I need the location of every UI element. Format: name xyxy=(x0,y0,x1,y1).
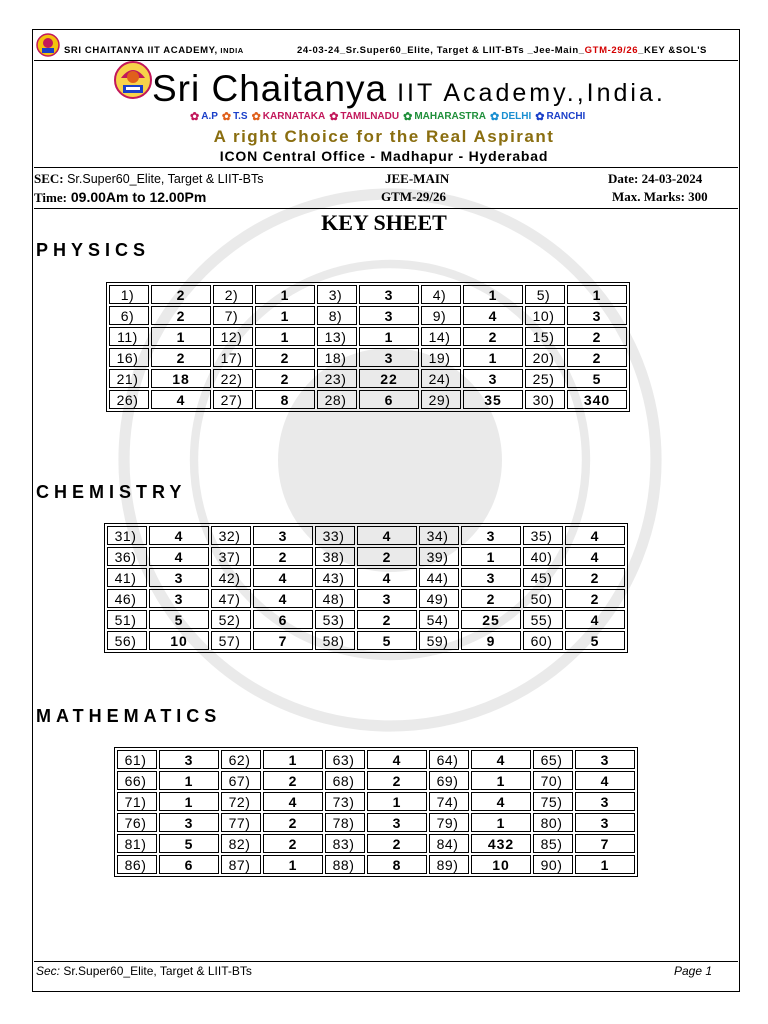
answer-value: 1 xyxy=(255,327,315,346)
question-number: 85) xyxy=(533,834,573,853)
question-number: 18) xyxy=(317,348,357,367)
answer-value: 1 xyxy=(151,327,211,346)
question-number: 44) xyxy=(419,568,459,587)
flower-icon: ✿ xyxy=(251,111,261,123)
state-name: TAMILNADU xyxy=(340,111,400,122)
question-number: 68) xyxy=(325,771,365,790)
answer-value: 4 xyxy=(253,568,313,587)
answer-value: 22 xyxy=(359,369,419,388)
question-number: 83) xyxy=(325,834,365,853)
question-number: 72) xyxy=(221,792,261,811)
answer-value: 1 xyxy=(255,306,315,325)
office-address: ICON Central Office - Madhapur - Hyderabad xyxy=(219,148,549,164)
state-item xyxy=(190,110,218,123)
question-number: 15) xyxy=(525,327,565,346)
flower-icon: ✿ xyxy=(490,111,500,123)
question-number: 38) xyxy=(315,547,355,566)
question-number: 37) xyxy=(211,547,251,566)
question-number: 90) xyxy=(533,855,573,874)
question-number: 3) xyxy=(317,285,357,304)
answer-value: 5 xyxy=(565,631,625,650)
answer-value: 2 xyxy=(263,813,323,832)
answer-value: 4 xyxy=(263,792,323,811)
answer-value: 2 xyxy=(565,568,625,587)
question-number: 54) xyxy=(419,610,459,629)
physics-key-table xyxy=(106,282,630,412)
question-number: 17) xyxy=(213,348,253,367)
question-number: 71) xyxy=(117,792,157,811)
answer-value: 4 xyxy=(357,526,417,545)
question-number: 21) xyxy=(109,369,149,388)
answer-value: 2 xyxy=(253,547,313,566)
answer-value: 1 xyxy=(159,792,219,811)
exam-code: 24-03-24_Sr.Super60_Elite, Target & LIIT-BTs _Jee-Main_GTM-29/26_KEY &SOL'S xyxy=(297,45,707,56)
answer-value: 1 xyxy=(463,285,523,304)
answer-value: 7 xyxy=(253,631,313,650)
question-number: 60) xyxy=(523,631,563,650)
question-number: 53) xyxy=(315,610,355,629)
section-title-mathematics: MATHEMATICS xyxy=(36,706,222,726)
question-number: 77) xyxy=(221,813,261,832)
table-row xyxy=(117,834,635,853)
answer-value: 25 xyxy=(461,610,521,629)
table-row xyxy=(107,631,625,650)
question-number: 7) xyxy=(213,306,253,325)
question-number: 48) xyxy=(315,589,355,608)
answer-value: 2 xyxy=(151,285,211,304)
question-number: 26) xyxy=(109,390,149,409)
answer-value: 2 xyxy=(567,327,627,346)
answer-value: 10 xyxy=(149,631,209,650)
answer-value: 3 xyxy=(575,813,635,832)
answer-value: 4 xyxy=(565,526,625,545)
answer-value: 2 xyxy=(567,348,627,367)
question-number: 36) xyxy=(107,547,147,566)
state-item xyxy=(222,110,248,123)
question-number: 31) xyxy=(107,526,147,545)
question-number: 25) xyxy=(525,369,565,388)
question-number: 22) xyxy=(213,369,253,388)
answer-value: 8 xyxy=(367,855,427,874)
answer-value: 10 xyxy=(471,855,531,874)
question-number: 62) xyxy=(221,750,261,769)
question-number: 47) xyxy=(211,589,251,608)
answer-value: 1 xyxy=(263,855,323,874)
answer-value: 5 xyxy=(357,631,417,650)
tagline: A right Choice for the Real Aspirant xyxy=(213,127,555,146)
table-row xyxy=(109,348,627,367)
flower-icon: ✿ xyxy=(403,111,413,123)
question-number: 49) xyxy=(419,589,459,608)
question-number: 34) xyxy=(419,526,459,545)
answer-value: 4 xyxy=(253,589,313,608)
answer-value: 3 xyxy=(159,813,219,832)
time-info: Time: 09.00Am to 12.00Pm xyxy=(34,189,207,205)
answer-value: 3 xyxy=(359,306,419,325)
answer-value: 2 xyxy=(367,834,427,853)
answer-value: 9 xyxy=(461,631,521,650)
state-item xyxy=(535,110,585,123)
state-item xyxy=(403,110,486,123)
answer-value: 1 xyxy=(359,327,419,346)
question-number: 20) xyxy=(525,348,565,367)
question-number: 27) xyxy=(213,390,253,409)
answer-value: 3 xyxy=(575,792,635,811)
answer-value: 2 xyxy=(255,348,315,367)
table-row xyxy=(109,369,627,388)
question-number: 10) xyxy=(525,306,565,325)
answer-value: 2 xyxy=(357,610,417,629)
answer-value: 18 xyxy=(151,369,211,388)
question-number: 43) xyxy=(315,568,355,587)
academy-short-name: SRI CHAITANYA IIT ACADEMY, INDIA xyxy=(64,45,244,56)
question-number: 86) xyxy=(117,855,157,874)
table-row xyxy=(109,327,627,346)
answer-value: 2 xyxy=(151,348,211,367)
question-number: 1) xyxy=(109,285,149,304)
answer-value: 8 xyxy=(255,390,315,409)
chemistry-key-table xyxy=(104,523,628,653)
answer-value: 5 xyxy=(567,369,627,388)
table-row xyxy=(109,390,627,409)
section-title-chemistry: CHEMISTRY xyxy=(36,482,187,502)
table-row xyxy=(107,547,625,566)
institution-name: Sri Chaitanya xyxy=(152,68,388,109)
answer-value: 4 xyxy=(367,750,427,769)
answer-value: 1 xyxy=(575,855,635,874)
table-row xyxy=(107,589,625,608)
answer-value: 6 xyxy=(159,855,219,874)
table-row xyxy=(109,306,627,325)
academy-logo-icon xyxy=(36,33,60,57)
answer-value: 1 xyxy=(461,547,521,566)
question-number: 70) xyxy=(533,771,573,790)
question-number: 28) xyxy=(317,390,357,409)
institution-title xyxy=(152,68,666,110)
academy-emblem-icon xyxy=(114,60,152,100)
question-number: 14) xyxy=(421,327,461,346)
table-row xyxy=(117,813,635,832)
answer-value: 3 xyxy=(567,306,627,325)
mathematics-key-table xyxy=(114,747,638,877)
section-title-physics: PHYSICS xyxy=(36,240,151,260)
answer-value: 3 xyxy=(461,568,521,587)
state-name: RANCHI xyxy=(546,111,586,122)
institution-subtitle: IIT Academy.,India. xyxy=(397,79,666,107)
question-number: 42) xyxy=(211,568,251,587)
answer-value: 1 xyxy=(567,285,627,304)
answer-value: 4 xyxy=(565,547,625,566)
max-marks: Max. Marks: 300 xyxy=(612,189,708,204)
answer-value: 1 xyxy=(471,813,531,832)
question-number: 82) xyxy=(221,834,261,853)
question-number: 66) xyxy=(117,771,157,790)
question-number: 55) xyxy=(523,610,563,629)
answer-value: 3 xyxy=(159,750,219,769)
answer-value: 6 xyxy=(253,610,313,629)
question-number: 75) xyxy=(533,792,573,811)
question-number: 87) xyxy=(221,855,261,874)
state-name: KARNATAKA xyxy=(262,111,326,122)
section-info: SEC: Sr.Super60_Elite, Target & LIIT-BTs xyxy=(34,171,264,186)
question-number: 12) xyxy=(213,327,253,346)
table-row xyxy=(107,610,625,629)
answer-value: 6 xyxy=(359,390,419,409)
state-name: MAHARASTRA xyxy=(414,111,486,122)
question-number: 32) xyxy=(211,526,251,545)
flower-icon: ✿ xyxy=(535,111,545,123)
answer-value: 4 xyxy=(151,390,211,409)
question-number: 40) xyxy=(523,547,563,566)
answer-value: 2 xyxy=(463,327,523,346)
answer-value: 2 xyxy=(367,771,427,790)
question-number: 9) xyxy=(421,306,461,325)
answer-value: 4 xyxy=(471,792,531,811)
page-number: Page 1 xyxy=(674,964,713,978)
answer-value: 2 xyxy=(255,369,315,388)
question-number: 35) xyxy=(523,526,563,545)
state-item xyxy=(252,110,326,123)
state-item xyxy=(490,110,531,123)
answer-value: 4 xyxy=(357,568,417,587)
gtm-number: GTM-29/26 xyxy=(381,189,446,204)
answer-value: 35 xyxy=(463,390,523,409)
state-name: DELHI xyxy=(501,111,532,122)
question-number: 5) xyxy=(525,285,565,304)
state-name: A.P xyxy=(201,111,218,122)
answer-value: 2 xyxy=(357,547,417,566)
footer-divider xyxy=(34,961,738,962)
answer-value: 4 xyxy=(471,750,531,769)
question-number: 52) xyxy=(211,610,251,629)
question-number: 45) xyxy=(523,568,563,587)
answer-value: 2 xyxy=(263,771,323,790)
flower-icon: ✿ xyxy=(329,111,339,123)
question-number: 19) xyxy=(421,348,461,367)
question-number: 76) xyxy=(117,813,157,832)
question-number: 57) xyxy=(211,631,251,650)
answer-value: 5 xyxy=(149,610,209,629)
question-number: 39) xyxy=(419,547,459,566)
answer-value: 340 xyxy=(567,390,627,409)
question-number: 33) xyxy=(315,526,355,545)
answer-value: 1 xyxy=(255,285,315,304)
question-number: 80) xyxy=(533,813,573,832)
answer-value: 1 xyxy=(463,348,523,367)
question-number: 11) xyxy=(109,327,149,346)
question-number: 84) xyxy=(429,834,469,853)
question-number: 6) xyxy=(109,306,149,325)
question-number: 50) xyxy=(523,589,563,608)
answer-value: 1 xyxy=(159,771,219,790)
answer-value: 3 xyxy=(253,526,313,545)
question-number: 46) xyxy=(107,589,147,608)
answer-value: 3 xyxy=(149,589,209,608)
question-number: 16) xyxy=(109,348,149,367)
answer-value: 3 xyxy=(367,813,427,832)
question-number: 67) xyxy=(221,771,261,790)
answer-value: 2 xyxy=(565,589,625,608)
question-number: 73) xyxy=(325,792,365,811)
answer-value: 2 xyxy=(461,589,521,608)
answer-value: 3 xyxy=(461,526,521,545)
question-number: 74) xyxy=(429,792,469,811)
table-row xyxy=(117,771,635,790)
answer-value: 432 xyxy=(471,834,531,853)
footer-section: Sec: Sr.Super60_Elite, Target & LIIT-BTs xyxy=(36,964,252,978)
table-row xyxy=(107,526,625,545)
flower-icon: ✿ xyxy=(221,111,232,123)
answer-value: 4 xyxy=(149,547,209,566)
question-number: 88) xyxy=(325,855,365,874)
table-row xyxy=(109,285,627,304)
page-title: KEY SHEET xyxy=(321,210,447,235)
question-number: 79) xyxy=(429,813,469,832)
question-number: 13) xyxy=(317,327,357,346)
top-strip xyxy=(34,31,738,61)
question-number: 69) xyxy=(429,771,469,790)
answer-value: 1 xyxy=(471,771,531,790)
answer-value: 4 xyxy=(565,610,625,629)
state-item xyxy=(329,110,399,123)
answer-value: 1 xyxy=(263,750,323,769)
answer-value: 5 xyxy=(159,834,219,853)
question-number: 58) xyxy=(315,631,355,650)
question-number: 51) xyxy=(107,610,147,629)
answer-value: 2 xyxy=(263,834,323,853)
question-number: 23) xyxy=(317,369,357,388)
table-row xyxy=(117,750,635,769)
table-row xyxy=(107,568,625,587)
table-row xyxy=(117,855,635,874)
state-list xyxy=(190,110,585,123)
question-number: 59) xyxy=(419,631,459,650)
answer-value: 7 xyxy=(575,834,635,853)
table-row xyxy=(117,792,635,811)
answer-value: 3 xyxy=(575,750,635,769)
answer-value: 3 xyxy=(463,369,523,388)
answer-value: 3 xyxy=(359,348,419,367)
flower-icon: ✿ xyxy=(190,111,200,123)
answer-value: 2 xyxy=(151,306,211,325)
question-number: 63) xyxy=(325,750,365,769)
answer-value: 1 xyxy=(367,792,427,811)
question-number: 81) xyxy=(117,834,157,853)
question-number: 65) xyxy=(533,750,573,769)
question-number: 24) xyxy=(421,369,461,388)
question-number: 64) xyxy=(429,750,469,769)
answer-value: 4 xyxy=(149,526,209,545)
exam-date: Date: 24-03-2024 xyxy=(608,171,703,186)
exam-info-bar xyxy=(34,167,738,209)
answer-value: 3 xyxy=(357,589,417,608)
question-number: 4) xyxy=(421,285,461,304)
question-number: 56) xyxy=(107,631,147,650)
question-number: 78) xyxy=(325,813,365,832)
answer-value: 4 xyxy=(575,771,635,790)
question-number: 8) xyxy=(317,306,357,325)
question-number: 61) xyxy=(117,750,157,769)
answer-value: 3 xyxy=(149,568,209,587)
question-number: 2) xyxy=(213,285,253,304)
answer-value: 4 xyxy=(463,306,523,325)
question-number: 29) xyxy=(421,390,461,409)
answer-value: 3 xyxy=(359,285,419,304)
question-number: 41) xyxy=(107,568,147,587)
state-name: T.S xyxy=(233,111,248,122)
question-number: 89) xyxy=(429,855,469,874)
question-number: 30) xyxy=(525,390,565,409)
exam-name: JEE-MAIN xyxy=(385,171,450,186)
